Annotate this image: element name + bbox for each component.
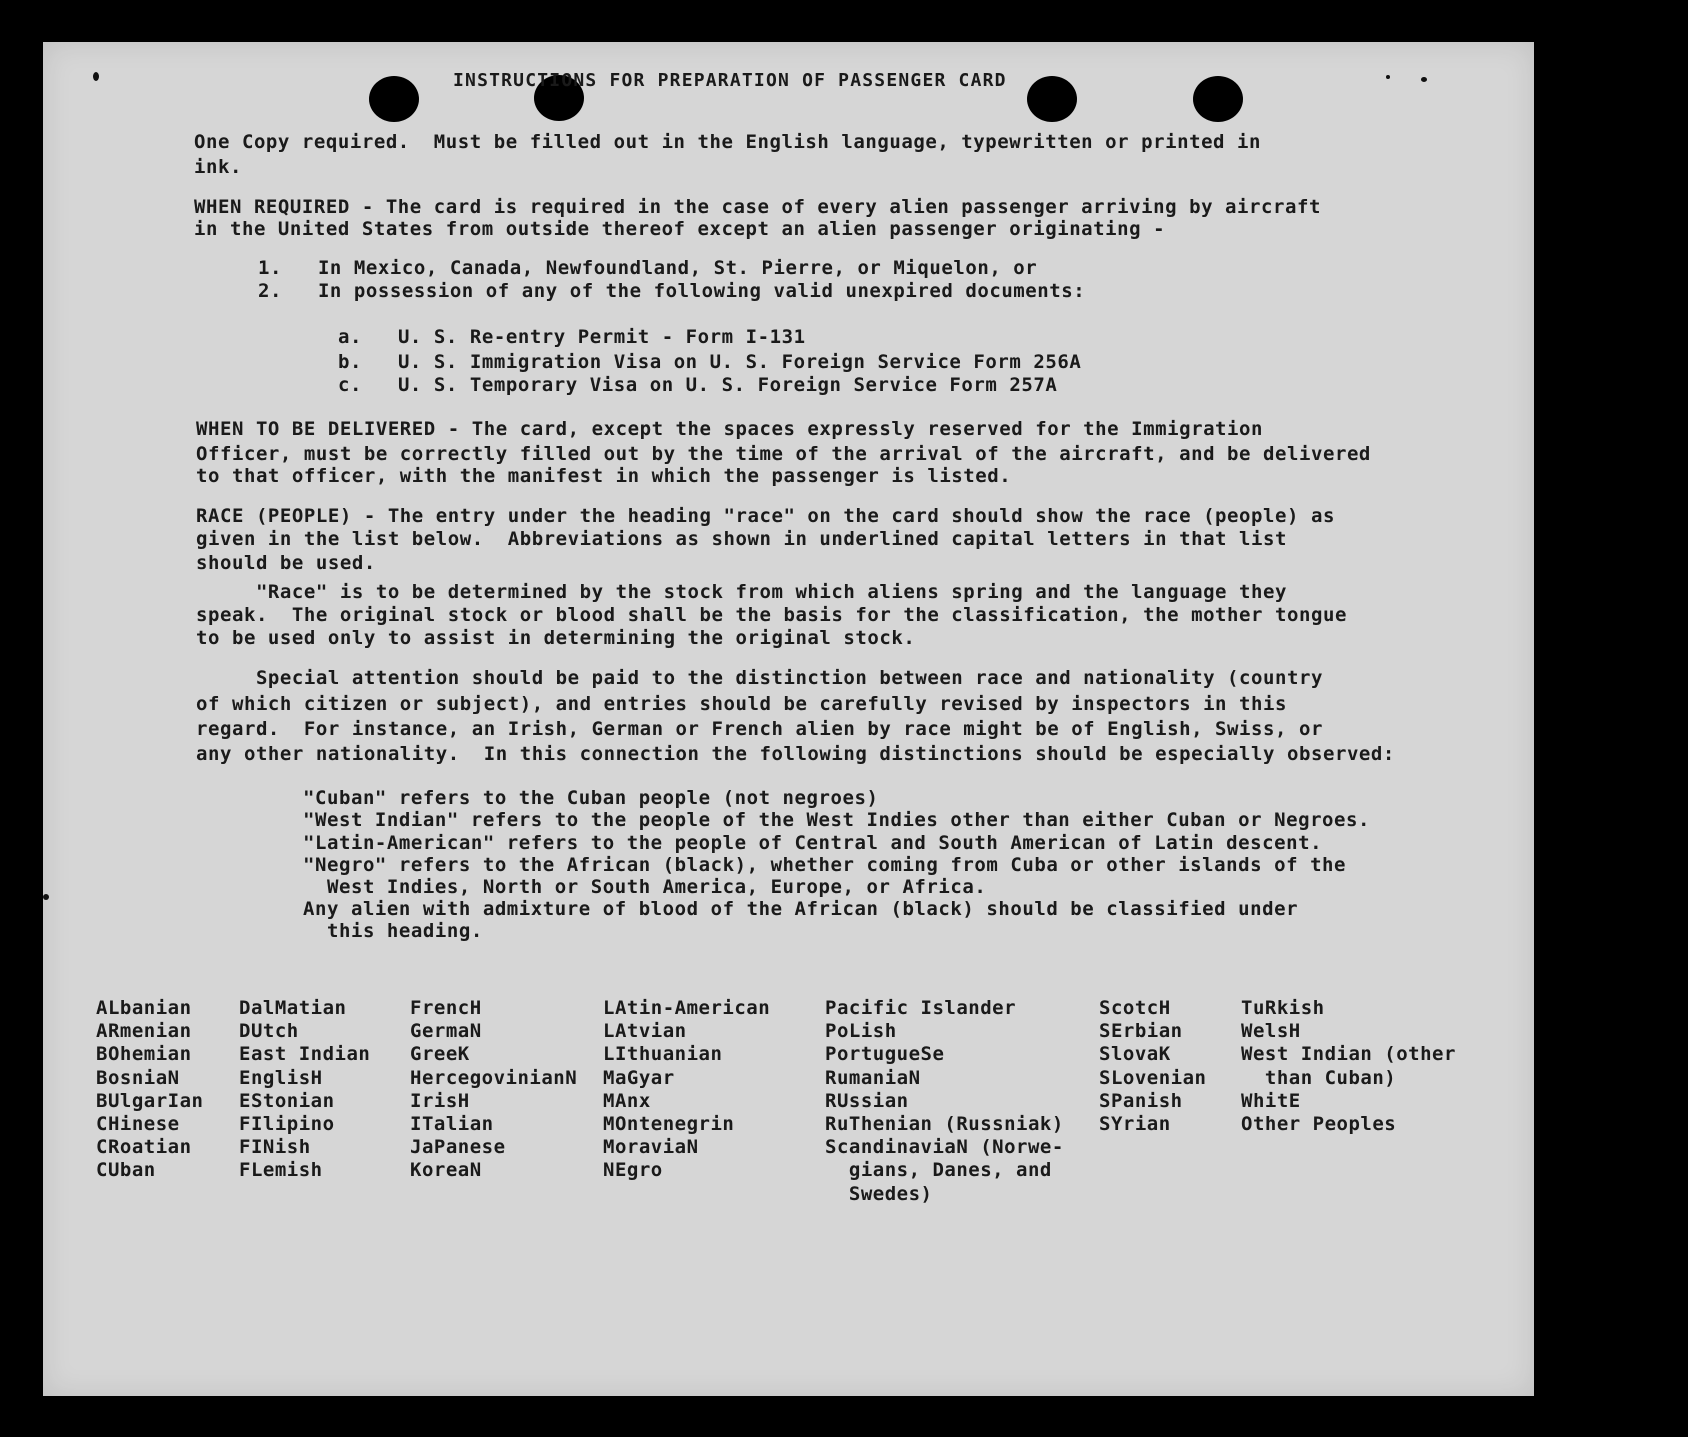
race-list-item: FLemish: [239, 1159, 323, 1182]
race-people-line: RACE (PEOPLE) - The entry under the heading "race" on the card should show the race (people) as: [196, 505, 1335, 527]
race-list-item: ScotcH: [1099, 997, 1171, 1019]
special-attention-line: of which citizen or subject), and entries should be carefully revised by inspectors in this: [196, 693, 1287, 715]
race-list-item: SErbian: [1099, 1020, 1183, 1043]
race-list-column: [239, 997, 370, 1183]
punch-hole: [369, 76, 419, 122]
race-list-item: FIlipino: [239, 1112, 335, 1135]
race-list-item: DUtch: [239, 1020, 299, 1043]
race-list-item: Other Peoples: [1241, 1112, 1397, 1135]
race-list-item: FrencH: [410, 997, 482, 1019]
special-attention-line: Special attention should be paid to the distinction between race and nationality (country: [196, 667, 1323, 689]
race-list-item: TuRkish: [1241, 997, 1325, 1019]
race-definition-line: speak. The original stock or blood shall be the basis for the classification, the mother tongue: [196, 604, 1347, 626]
race-list-item: EStonian: [239, 1089, 335, 1112]
race-list-item: PoLish: [825, 1020, 897, 1043]
race-list-item: SPanish: [1099, 1089, 1183, 1112]
race-list-item: PortugueSe: [825, 1043, 945, 1066]
race-definition-line: "Race" is to be determined by the stock from which aliens spring and the language they: [196, 581, 1287, 603]
race-definition-line: to be used only to assist in determining the original stock.: [196, 627, 916, 649]
race-list-column: [96, 997, 203, 1183]
race-list-column: [410, 997, 577, 1183]
race-list-item: CRoatian: [96, 1136, 192, 1159]
race-list-item: Pacific Islander: [825, 997, 1017, 1019]
race-list-item: MaGyar: [603, 1066, 675, 1089]
punch-hole: [1193, 76, 1243, 122]
race-list-item: ScandinaviaN (Norwe-: [825, 1136, 1064, 1159]
distinction-line: "Negro" refers to the African (black), whether coming from Cuba or other islands of the: [303, 854, 1347, 876]
ink-speck: [43, 894, 49, 900]
race-list-item: WhitE: [1241, 1089, 1301, 1112]
race-list-item: than Cuban): [1241, 1066, 1397, 1089]
race-list-item: NEgro: [603, 1159, 663, 1182]
race-list-item: GreeK: [410, 1043, 470, 1066]
race-list-item: GermaN: [410, 1020, 482, 1043]
race-list-item: FINish: [239, 1136, 311, 1159]
race-list-item: EnglisH: [239, 1066, 323, 1089]
race-list-item: HercegovinianN: [410, 1066, 578, 1089]
race-list-item: CHinese: [96, 1112, 180, 1135]
race-list-item: RumaniaN: [825, 1066, 921, 1089]
distinction-line: Any alien with admixture of blood of the African (black) should be classified under: [303, 898, 1299, 920]
race-list-item: BOhemian: [96, 1043, 192, 1066]
race-list-item: Swedes): [825, 1182, 933, 1205]
document-page: [43, 42, 1534, 1396]
when-delivered-line: to that officer, with the manifest in which the passenger is listed.: [196, 465, 1012, 487]
race-list-item: SLovenian: [1099, 1066, 1207, 1089]
punch-hole: [1027, 76, 1077, 122]
race-list-item: West Indian (other: [1241, 1043, 1456, 1066]
race-list-item: BosniaN: [96, 1066, 180, 1089]
race-list-item: SYrian: [1099, 1112, 1171, 1135]
when-delivered-line: WHEN TO BE DELIVERED - The card, except the spaces expressly reserved for the Immigration: [196, 418, 1264, 440]
race-list-item: RuThenian (Russniak): [825, 1112, 1064, 1135]
race-list-item: SlovaK: [1099, 1043, 1171, 1066]
lettered-item: a. U. S. Re-entry Permit - Form I-131: [338, 326, 806, 348]
race-list-item: LIthuanian: [603, 1043, 723, 1066]
race-people-line: given in the list below. Abbreviations as shown in underlined capital letters in that list: [196, 528, 1287, 550]
race-list-column: [1241, 997, 1456, 1136]
race-list-column: [603, 997, 770, 1183]
lettered-item: b. U. S. Immigration Visa on U. S. Foreign Service Form 256A: [338, 351, 1082, 373]
when-required-line: in the United States from outside thereof except an alien passenger originating -: [194, 218, 1166, 240]
race-list-item: MAnx: [603, 1089, 651, 1112]
distinction-line: "Latin-American" refers to the people of Central and South American of Latin descent.: [303, 832, 1323, 854]
race-list-item: LAtin-American: [603, 997, 771, 1019]
race-list-item: MOntenegrin: [603, 1112, 735, 1135]
race-list-item: East Indian: [239, 1043, 371, 1066]
special-attention-line: regard. For instance, an Irish, German or French alien by race might be of English, Swiss, or: [196, 718, 1323, 740]
race-list-item: ITalian: [410, 1112, 494, 1135]
race-list-item: JaPanese: [410, 1136, 506, 1159]
when-required-line: WHEN REQUIRED - The card is required in the case of every alien passenger arriving by aircraft: [194, 196, 1321, 218]
ink-speck: [1386, 75, 1390, 79]
race-list-item: RUssian: [825, 1089, 909, 1112]
numbered-item: 1. In Mexico, Canada, Newfoundland, St. Pierre, or Miquelon, or: [258, 257, 1038, 279]
race-list-item: WelsH: [1241, 1020, 1301, 1043]
when-delivered-line: Officer, must be correctly filled out by the time of the arrival of the aircraft, and be delivered: [196, 443, 1371, 465]
race-list-item: IrisH: [410, 1089, 470, 1112]
special-attention-line: any other nationality. In this connection the following distinctions should be especially observed:: [196, 743, 1395, 765]
race-list-column: [1099, 997, 1206, 1136]
distinction-line: "West Indian" refers to the people of the West Indies other than either Cuban or Negroes.: [303, 809, 1371, 831]
race-list-item: LAtvian: [603, 1020, 687, 1043]
race-list-item: KoreaN: [410, 1159, 482, 1182]
race-list-item: MoraviaN: [603, 1136, 699, 1159]
race-list-item: ARmenian: [96, 1020, 192, 1043]
intro-line: ink.: [194, 156, 242, 178]
race-people-line: should be used.: [196, 552, 376, 574]
numbered-item: 2. In possession of any of the following valid unexpired documents:: [258, 280, 1086, 302]
intro-line: One Copy required. Must be filled out in the English language, typewritten or printed in: [194, 131, 1262, 153]
race-list-item: DalMatian: [239, 997, 347, 1019]
race-list-item: CUban: [96, 1159, 156, 1182]
page-title: INSTRUCTIONS FOR PREPARATION OF PASSENGER CARD: [453, 70, 1007, 91]
distinction-line: "Cuban" refers to the Cuban people (not negroes): [303, 787, 879, 809]
race-list-item: gians, Danes, and: [825, 1159, 1052, 1182]
race-list-item: ALbanian: [96, 997, 192, 1019]
ink-speck: [93, 72, 99, 81]
race-list-column: [825, 997, 1064, 1206]
ink-speck: [1421, 77, 1427, 82]
lettered-item: c. U. S. Temporary Visa on U. S. Foreign Service Form 257A: [338, 374, 1058, 396]
distinction-line: this heading.: [303, 920, 483, 942]
race-list-item: BUlgarIan: [96, 1089, 204, 1112]
distinction-line: West Indies, North or South America, Europe, or Africa.: [303, 876, 987, 898]
